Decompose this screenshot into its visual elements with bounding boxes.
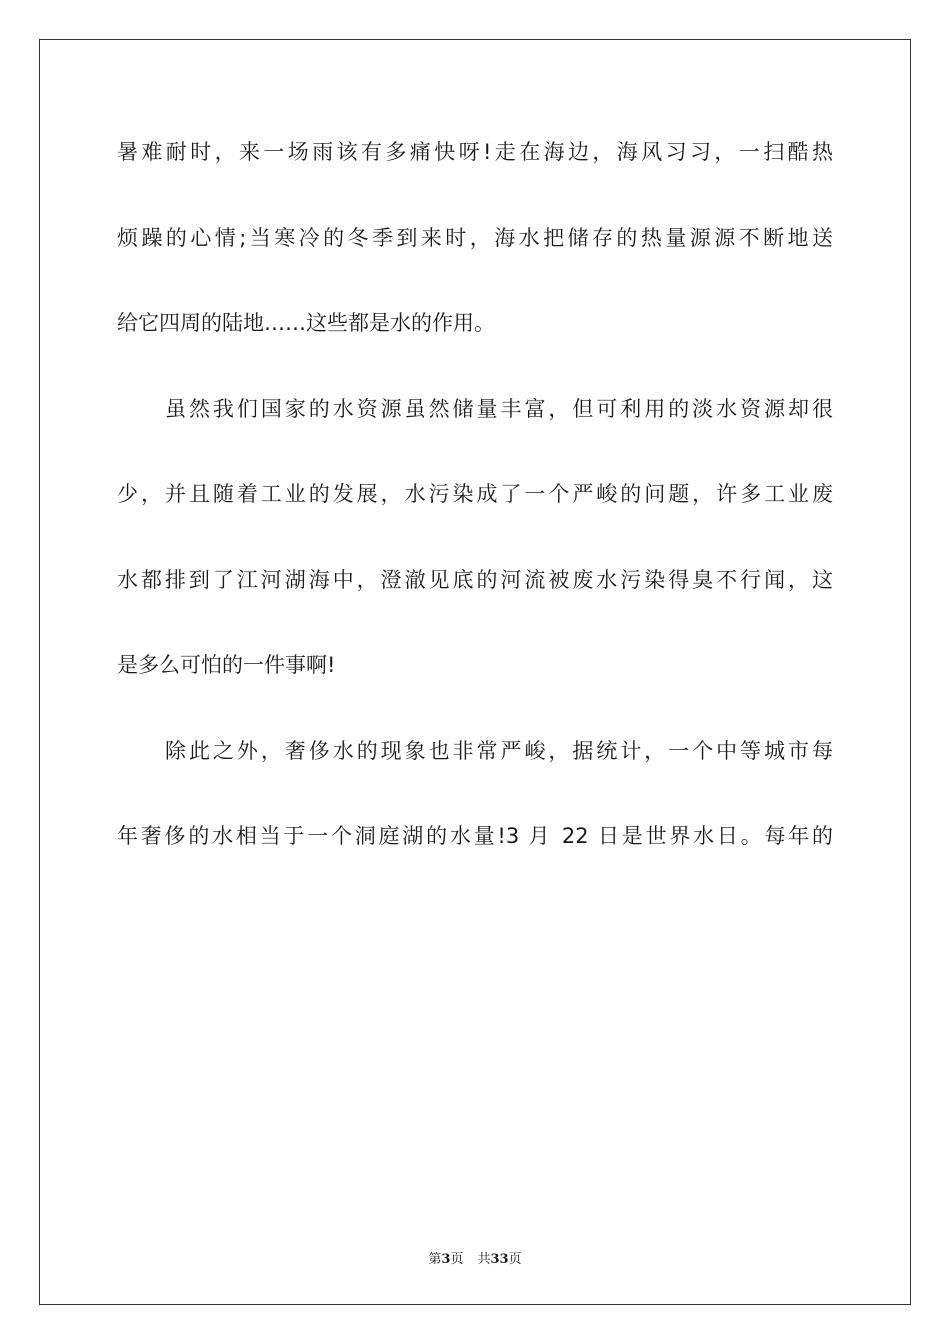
text-line: 暑难耐时，来一场雨该有多痛快呀!走在海边，海风习习，一扫酷热 [117, 140, 833, 164]
text-line: 给它四周的陆地……这些都是水的作用。 [117, 311, 495, 335]
text-line: 少，并且随着工业的发展，水污染成了一个严峻的问题，许多工业废 [117, 482, 833, 506]
page-prefix: 第 [428, 1252, 442, 1267]
page-suffix: 页 [450, 1252, 464, 1267]
total-pages: 33 [490, 1252, 509, 1267]
text-line: 除此之外，奢侈水的现象也非常严峻，据统计，一个中等城市每 [165, 738, 833, 763]
text-line: 烦躁的心情;当寒冷的冬季到来时，海水把储存的热量源源不断地送 [117, 225, 833, 250]
total-suffix: 页 [508, 1252, 522, 1267]
page-footer [0, 1248, 950, 1267]
text-line: 是多么可怕的一件事啊! [117, 653, 336, 677]
document-body [117, 110, 833, 880]
total-prefix: 共 [477, 1252, 491, 1267]
text-line: 虽然我们国家的水资源虽然储量丰富，但可利用的淡水资源却很 [165, 396, 833, 421]
page-number: 3 [441, 1252, 451, 1267]
text-line: 水都排到了江河湖海中，澄澈见底的河流被废水污染得臭不行闻，这 [117, 567, 833, 592]
text-line: 年奢侈的水相当于一个洞庭湖的水量!3 月 22 日是世界水日。每年的 [117, 824, 833, 848]
